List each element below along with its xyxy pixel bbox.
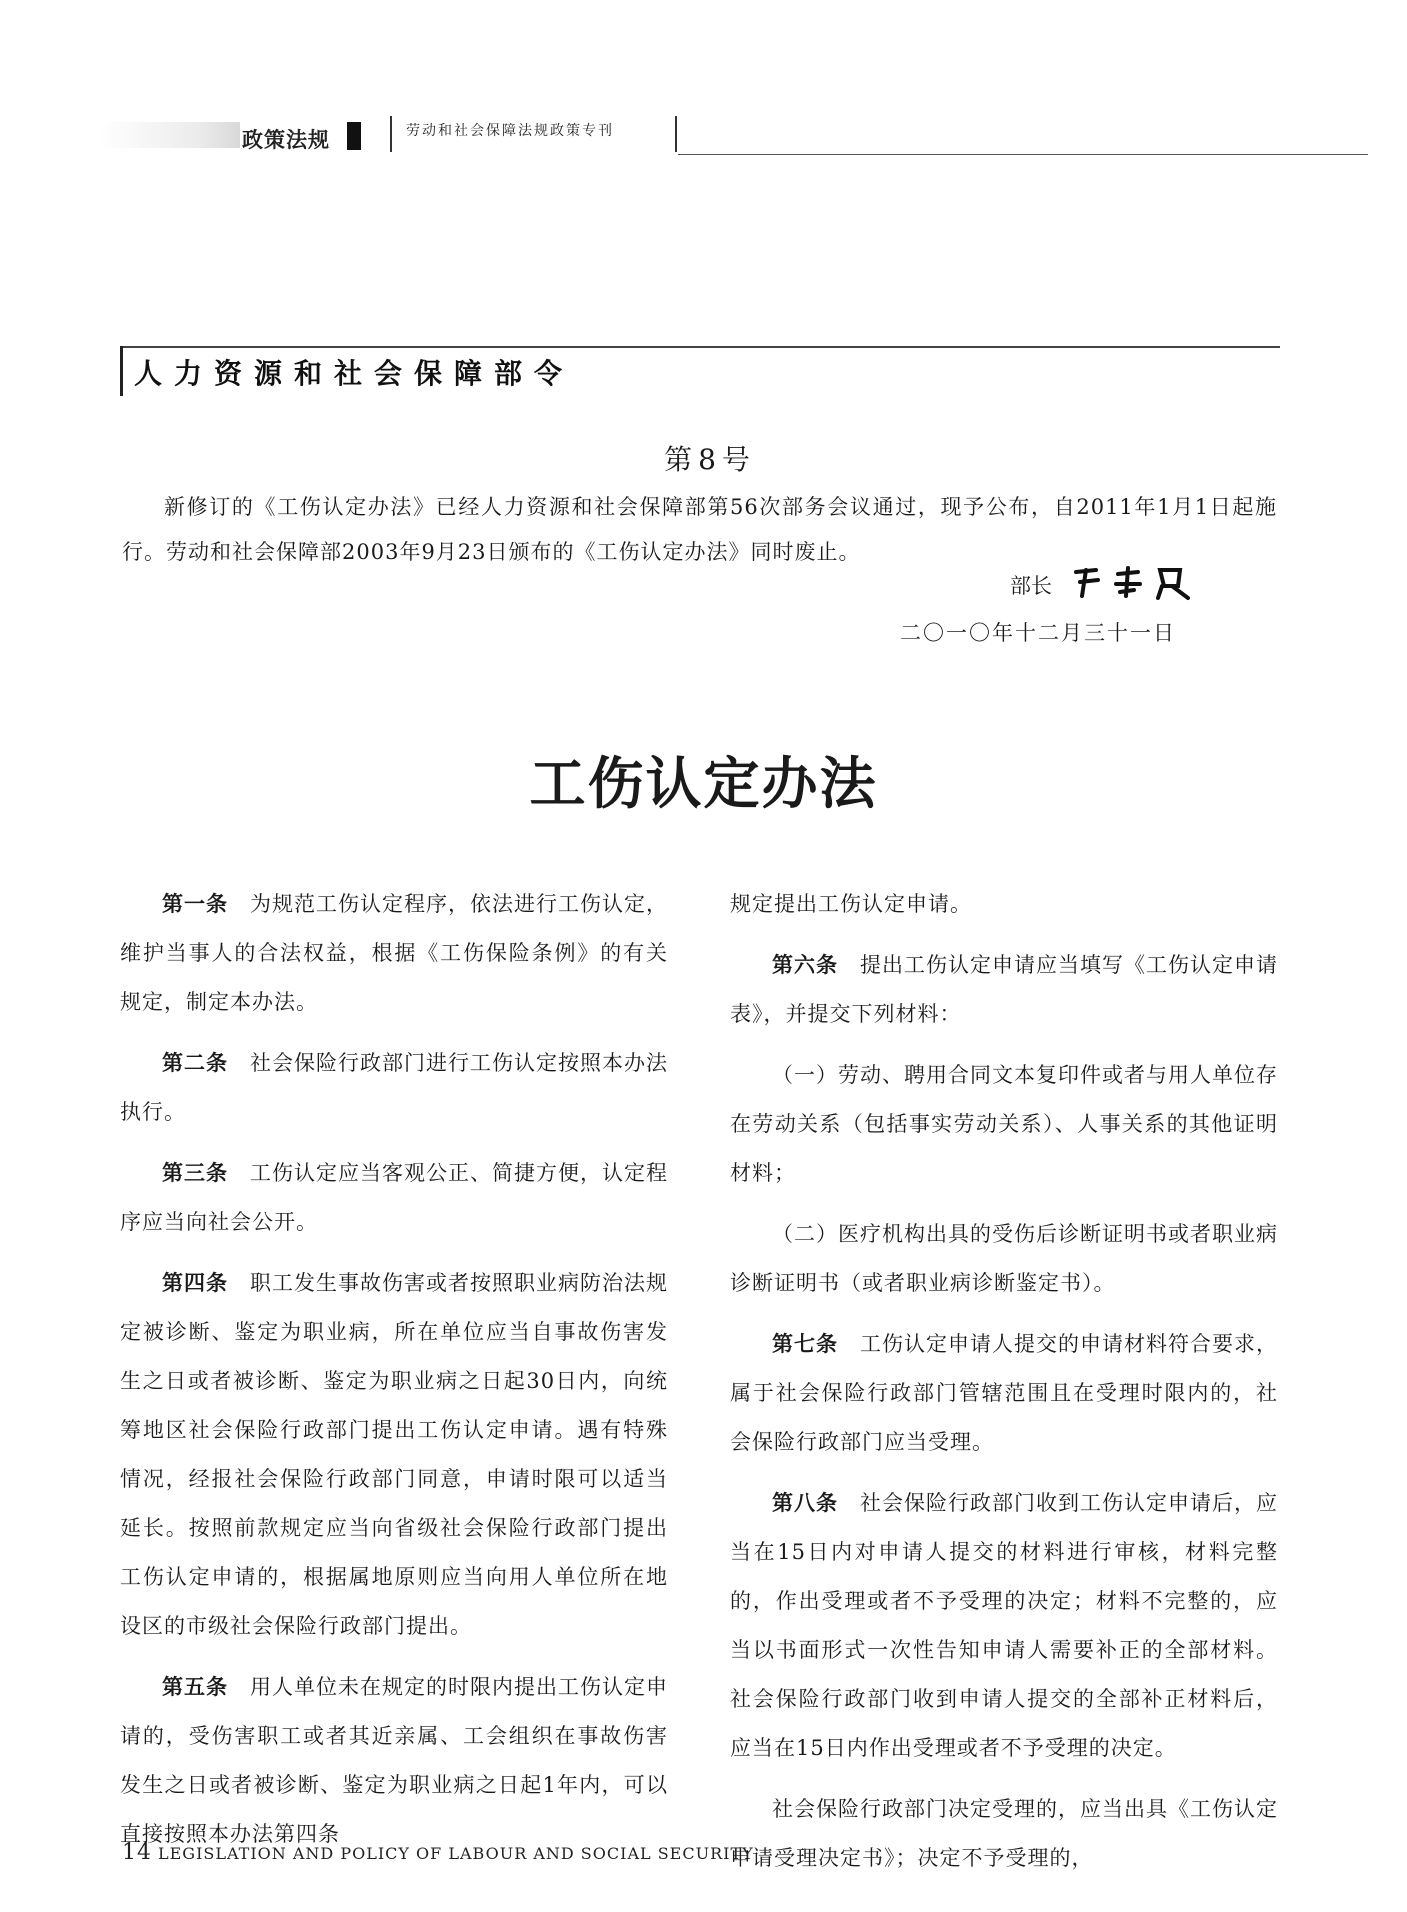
article-label: 第五条: [162, 1675, 228, 1699]
article-text: （一）劳动、聘用合同文本复印件或者与用人单位存在劳动关系（包括事实劳动关系）、人事关系的其他证明材料；: [730, 1063, 1278, 1185]
minister-signature: [1068, 562, 1198, 602]
document-title: 工伤认定办法: [529, 751, 878, 817]
article-text: 工伤认定申请人提交的申请材料符合要求，属于社会保险行政部门管辖范围且在受理时限内的，社会保险行政部门应当受理。: [730, 1332, 1278, 1454]
article-text: 职工发生事故伤害或者按照职业病防治法规定被诊断、鉴定为职业病，所在单位应当自事故伤害发生之日或者被诊断、鉴定为职业病之日起30日内，向统筹地区社会保险行政部门提出工伤认定申请。遇有特殊情况，经报社会保险行政部门同意，申请时限可以适当延长。按照前款规定应当向省级社会保险行政部门提出工伤认定申请的，根据属地原则应当向用人单位所在地设区的市级社会保险行政部门提出。: [120, 1271, 668, 1638]
article-label: 第二条: [162, 1051, 228, 1075]
article-text: 提出工伤认定申请应当填写《工伤认定申请表》，并提交下列材料：: [730, 953, 1278, 1026]
article-label: 第八条: [772, 1491, 838, 1515]
order-heading-rule: [120, 346, 1280, 348]
minister-label: 部长: [1010, 574, 1052, 598]
list-item: [730, 1210, 1278, 1308]
article-paragraph: [730, 1479, 1278, 1773]
header-shading: [100, 122, 240, 148]
article-paragraph: [730, 1320, 1278, 1467]
journal-name: 劳动和社会保障法规政策专刊: [406, 123, 614, 139]
article-text: 社会保险行政部门收到工伤认定申请后，应当在15日内对申请人提交的材料进行审核，材料完整的，作出受理或者不予受理的决定；材料不完整的，应当以书面形式一次性告知申请人需要补正的全部材料。社会保险行政部门收到申请人提交的全部补正材料后，应当在15日内作出受理或者不予受理的决定。: [730, 1491, 1278, 1760]
article-text: 社会保险行政部门决定受理的，应当出具《工伤认定申请受理决定书》；决定不予受理的，: [730, 1797, 1278, 1870]
running-header: [100, 110, 1360, 160]
right-column: [730, 880, 1278, 1895]
article-text: （二）医疗机构出具的受伤后诊断证明书或者职业病诊断证明书（或者职业病诊断鉴定书）。: [730, 1222, 1278, 1295]
article-paragraph: [120, 1149, 668, 1247]
article-label: 第三条: [162, 1161, 228, 1185]
header-divider: [675, 116, 677, 152]
article-label: 第七条: [772, 1332, 838, 1356]
order-heading: 人力资源和社会保障部令: [134, 357, 575, 390]
order-heading-block: [120, 346, 1280, 396]
section-label: 政策法规: [242, 128, 330, 152]
article-paragraph: [120, 1663, 668, 1859]
left-column: [120, 880, 668, 1871]
preamble-text: 新修订的《工伤认定办法》已经人力资源和社会保障部第56次部务会议通过，现予公布，自2011年1月1日起施行。劳动和社会保障部2003年9月23日颁布的《工伤认定办法》同时废止。: [122, 495, 1277, 564]
article-text: 社会保险行政部门进行工伤认定按照本办法执行。: [120, 1051, 668, 1124]
header-block-marker: [347, 122, 361, 150]
article-text: 为规范工伤认定程序，依法进行工伤认定，维护当事人的合法权益，根据《工伤保险条例》的有关规定，制定本办法。: [120, 892, 668, 1014]
header-rule: [678, 154, 1368, 155]
article-label: 第四条: [162, 1271, 228, 1295]
article-paragraph: [730, 1785, 1278, 1883]
order-number: 第8号: [664, 443, 756, 476]
journal-english-name: LEGISLATION AND POLICY OF LABOUR AND SOCIAL SECURITY: [158, 1844, 754, 1863]
article-text: 工伤认定应当客观公正、简捷方便，认定程序应当向社会公开。: [120, 1161, 668, 1234]
article-text: 用人单位未在规定的时限内提出工伤认定申请的，受伤害职工或者其近亲属、工会组织在事故伤害发生之日或者被诊断、鉴定为职业病之日起1年内，可以直接按照本办法第四条: [120, 1675, 668, 1846]
article-label: 第六条: [772, 953, 838, 977]
article-paragraph: [120, 880, 668, 1027]
list-item: [730, 1051, 1278, 1198]
page-footer: [122, 1840, 754, 1865]
article-paragraph: [730, 941, 1278, 1039]
article-label: 第一条: [162, 892, 228, 916]
article-continuation: [730, 880, 1278, 929]
article-paragraph: [120, 1259, 668, 1651]
article-text: 规定提出工伤认定申请。: [730, 892, 972, 916]
header-divider: [390, 116, 392, 152]
article-paragraph: [120, 1039, 668, 1137]
order-heading-bar: [120, 346, 123, 396]
page-number: 14: [122, 1840, 152, 1865]
order-date: 二〇一〇年十二月三十一日: [900, 621, 1176, 645]
